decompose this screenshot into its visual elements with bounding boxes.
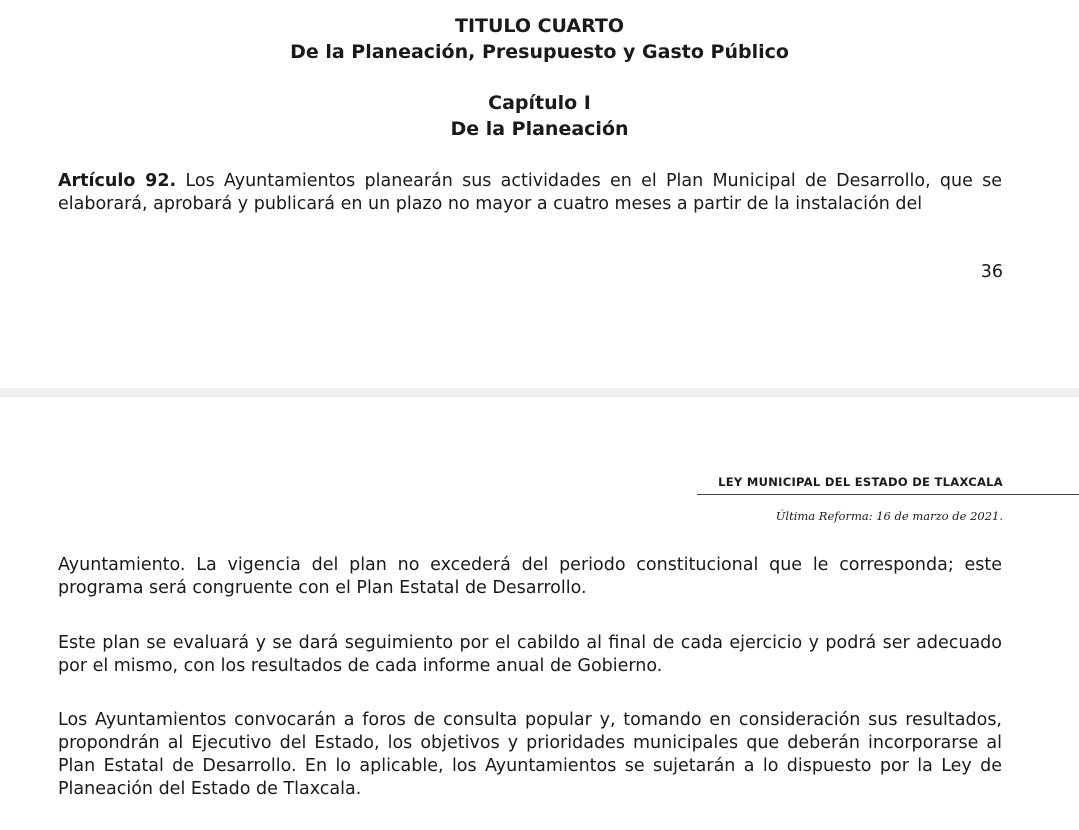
document-page-top (0, 0, 1079, 388)
running-header-reform-date: Última Reforma: 16 de marzo de 2021. (775, 509, 1003, 523)
running-header-law: LEY MUNICIPAL DEL ESTADO DE TLAXCALA (718, 475, 1003, 489)
paragraph-forums: Los Ayuntamientos convocarán a foros de consulta popular y, tomando en consideración sus resultados, propondrán al Ejecutivo del Estado, los objetivos y prioridades municipales que deberán incorporarse al Plan Estatal de Desarrollo. En lo aplicable, los Ayuntamientos se sujetarán a lo dispuesto por la Ley de Planeación del Estado de Tlaxcala. (58, 710, 1002, 799)
chapter-title-heading: De la Planeación (450, 118, 629, 140)
article-92-paragraph (58, 170, 1002, 216)
article-label: Artículo 92. (58, 171, 177, 191)
paragraph-continuation: Ayuntamiento. La vigencia del plan no excederá del periodo constitucional que le corresponda; este programa será congruente con el Plan Estatal de Desarrollo. (58, 555, 1002, 598)
header-rule (697, 494, 1079, 495)
title-heading: TITULO CUARTO (455, 15, 624, 37)
page-separator (0, 388, 1079, 397)
chapter-heading: Capítulo I (488, 92, 591, 114)
page-number: 36 (980, 262, 1003, 282)
paragraph-evaluation: Este plan se evaluará y se dará seguimiento por el cabildo al final de cada ejercicio y podrá ser adecuado por el mismo, con los resultados de cada informe anual de Gobierno. (58, 633, 1002, 676)
article-text: Los Ayuntamientos planearán sus actividades en el Plan Municipal de Desarrollo, que se elaborará, aprobará y publicará en un plazo no mayor a cuatro meses a partir de la instalación del (58, 171, 1002, 214)
subtitle-heading: De la Planeación, Presupuesto y Gasto Público (290, 41, 789, 63)
document-page-bottom (0, 397, 1079, 830)
